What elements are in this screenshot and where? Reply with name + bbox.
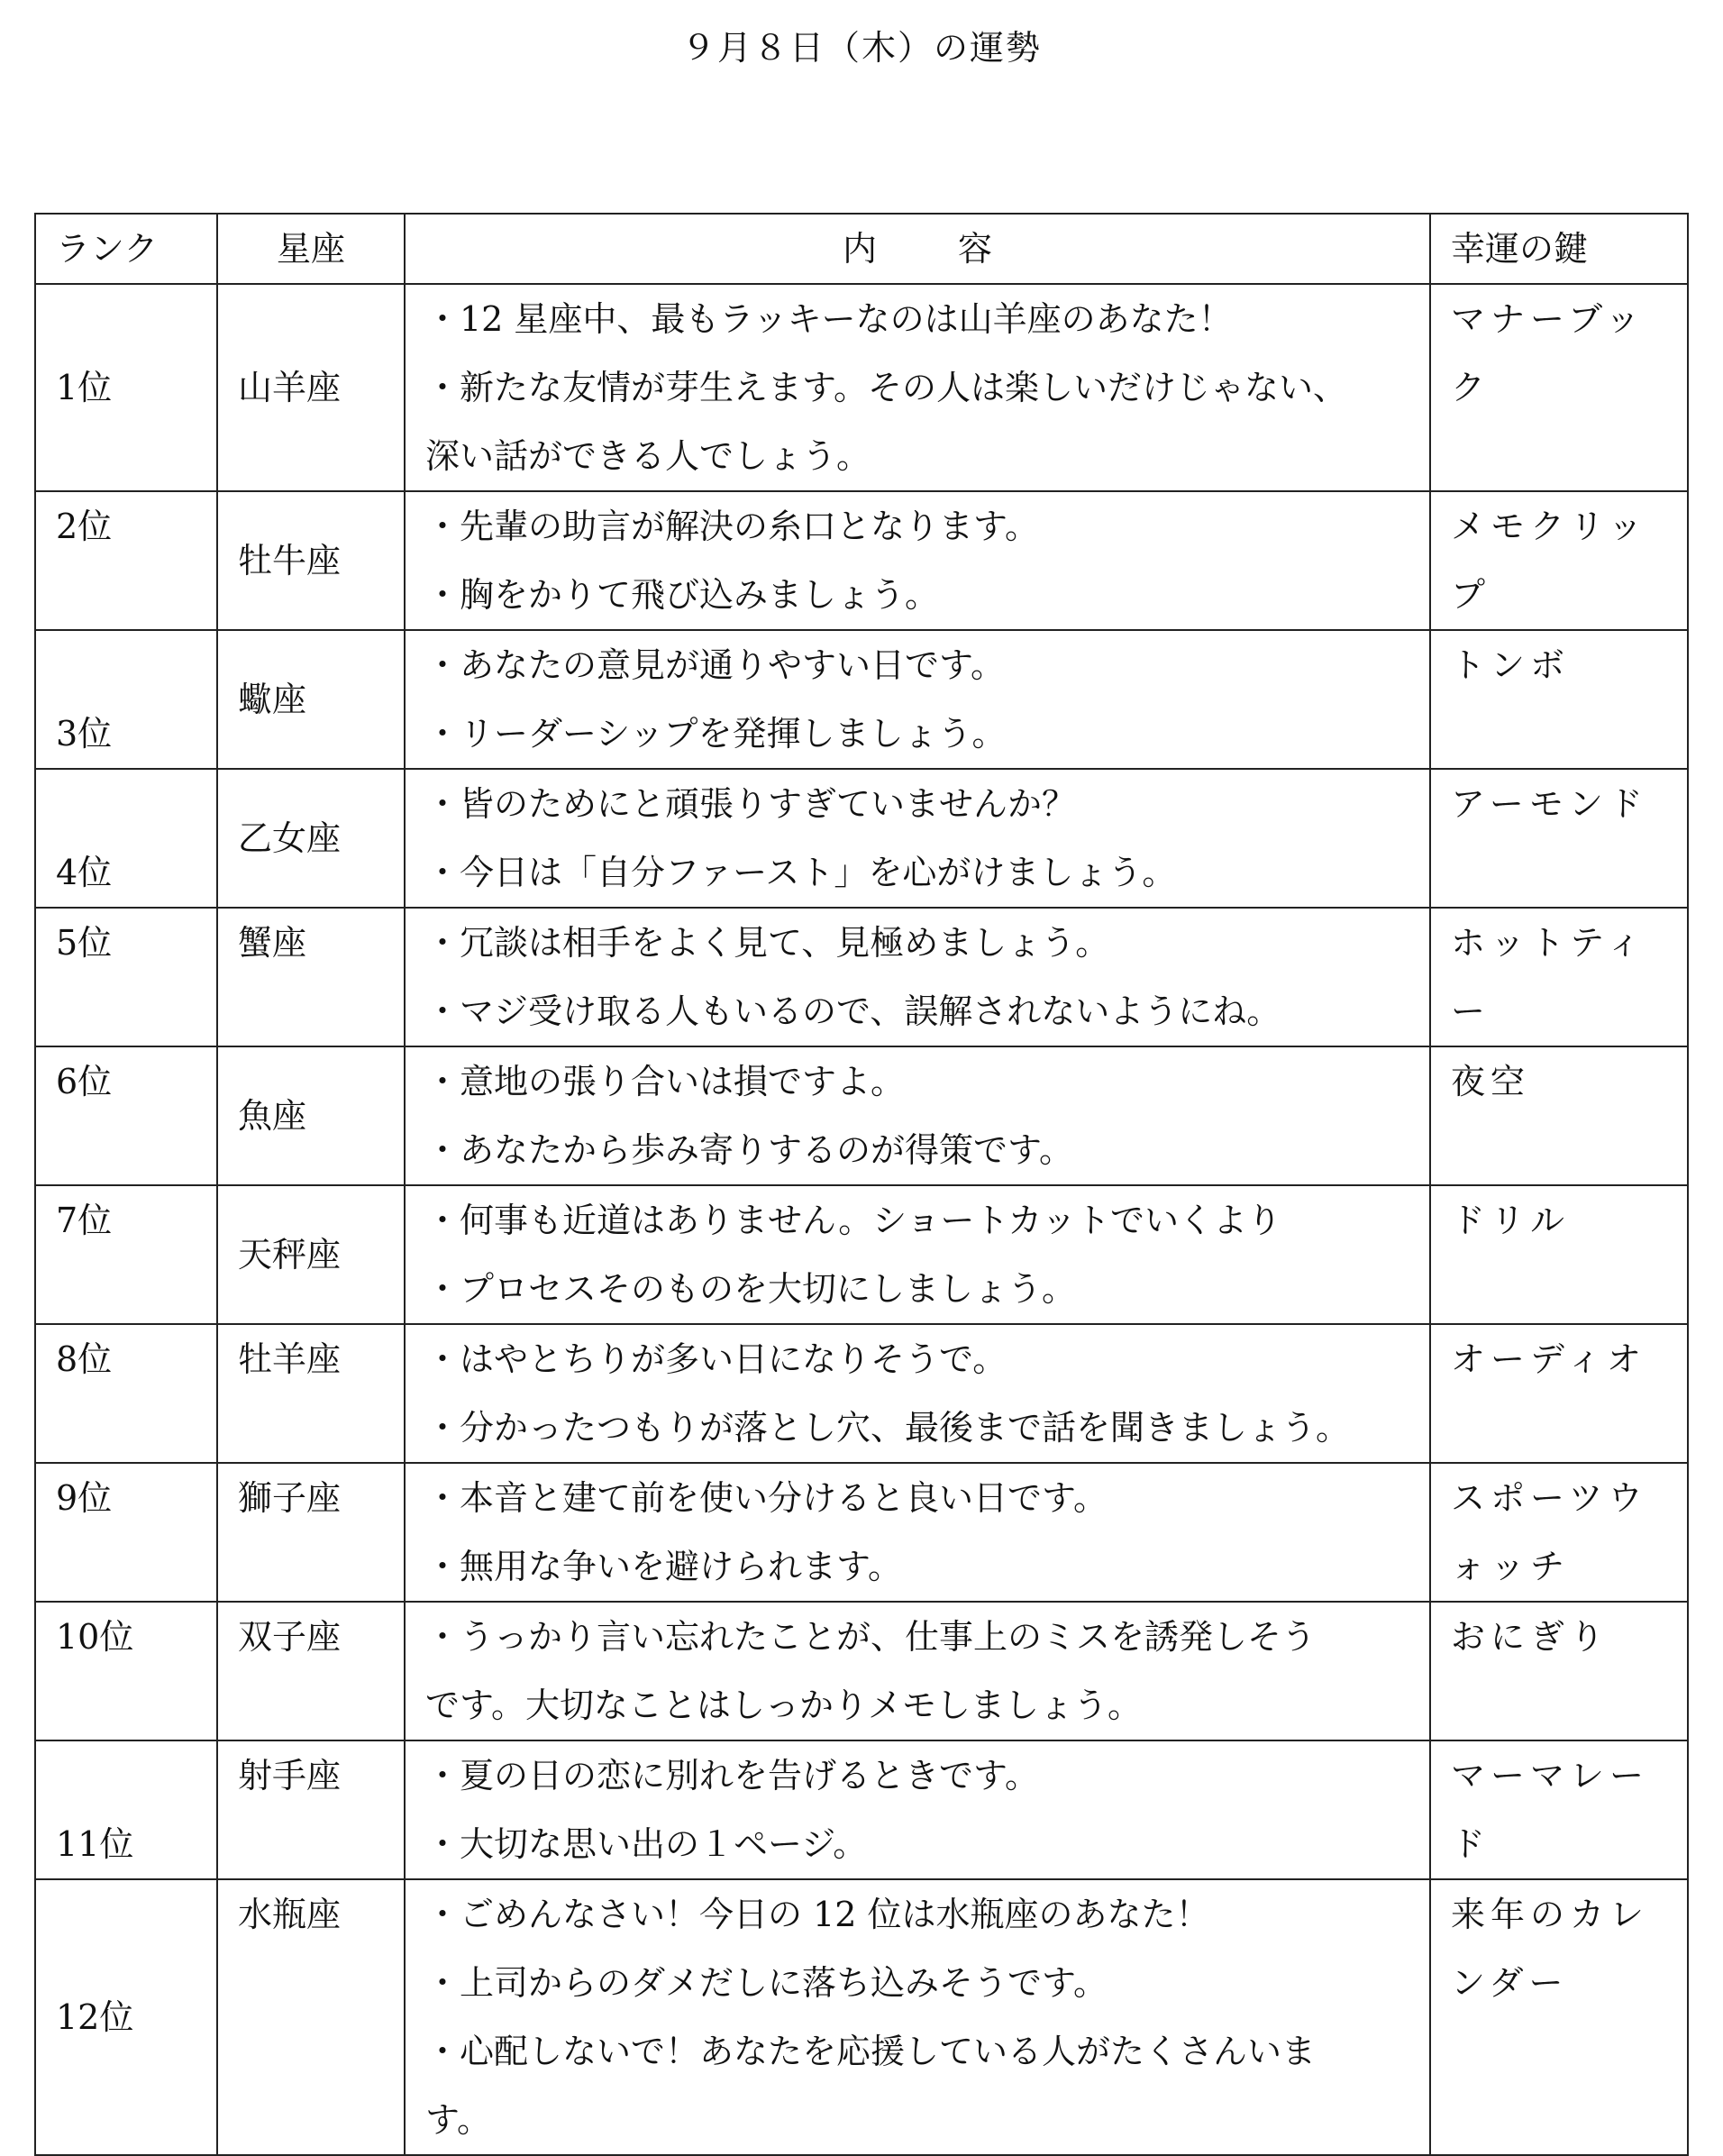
content-line: ・夏の日の恋に別れを告げるときです。 xyxy=(425,1756,1039,1795)
key-cell: マーマレード xyxy=(1430,1740,1688,1879)
sign-cell: 山羊座 xyxy=(217,284,405,491)
content-line: ・プロセスそのものを大切にしましょう。 xyxy=(425,1269,1077,1309)
key-cell: 夜空 xyxy=(1430,1046,1688,1185)
content-line: ・皆のためにと頑張りすぎていませんか？ xyxy=(425,784,1077,824)
rank-cell: 12位 xyxy=(35,1879,217,2155)
content-line: ・胸をかりて飛び込みましょう。 xyxy=(425,575,940,615)
header-rank: ランク xyxy=(35,214,217,284)
sign-cell: 獅子座 xyxy=(217,1463,405,1602)
table-row xyxy=(35,1879,1688,2155)
table-row xyxy=(35,1046,1688,1185)
table-row xyxy=(35,1602,1688,1740)
content-cell xyxy=(405,491,1430,630)
sign-cell: 乙女座 xyxy=(217,769,405,908)
rank-cell: 4位 xyxy=(35,769,217,908)
rank-cell: 6位 xyxy=(35,1046,217,1185)
content-line: ・心配しないで！あなたを応援している人がたくさんいま xyxy=(425,2032,1317,2071)
table-row xyxy=(35,1463,1688,1602)
content-line: です。大切なことはしっかりメモしましょう。 xyxy=(425,1686,1142,1725)
content-line: ・新たな友情が芽生えます。その人は楽しいだけじゃない、 xyxy=(425,368,1347,407)
content-line: ・リーダーシップを発揮しましょう。 xyxy=(425,714,1007,754)
sign-cell: 射手座 xyxy=(217,1740,405,1879)
key-cell: おにぎり xyxy=(1430,1602,1688,1740)
content-cell xyxy=(405,284,1430,491)
content-line: ・大切な思い出の１ページ。 xyxy=(425,1824,868,1864)
sign-cell: 牡羊座 xyxy=(217,1324,405,1463)
table-row xyxy=(35,908,1688,1046)
sign-cell: 水瓶座 xyxy=(217,1879,405,2155)
key-cell: メモクリップ xyxy=(1430,491,1688,630)
content-cell xyxy=(405,630,1430,769)
content-line: ・上司からのダメだしに落ち込みそうです。 xyxy=(425,1963,1108,2003)
header-key: 幸運の鍵 xyxy=(1430,214,1688,284)
content-line: ・今日は「自分ファースト」を心がけましょう。 xyxy=(425,853,1177,892)
table-row xyxy=(35,491,1688,630)
key-cell: ホットティー xyxy=(1430,908,1688,1046)
content-line: 深い話ができる人でしょう。 xyxy=(425,436,871,476)
content-line: ・意地の張り合いは損ですよ。 xyxy=(425,1062,906,1101)
header-content: 内容 xyxy=(405,214,1430,284)
fortune-table xyxy=(34,213,1689,2156)
content-line: ・12 星座中、最もラッキーなのは山羊座のあなた！ xyxy=(425,299,1233,339)
content-cell xyxy=(405,1046,1430,1185)
content-line: ・何事も近道はありません。ショートカットでいくより xyxy=(425,1201,1282,1240)
table-row xyxy=(35,769,1688,908)
header-row xyxy=(35,214,1688,284)
content-cell xyxy=(405,769,1430,908)
header-sign: 星座 xyxy=(217,214,405,284)
rank-cell: 3位 xyxy=(35,630,217,769)
content-cell xyxy=(405,1324,1430,1463)
key-cell: ドリル xyxy=(1430,1185,1688,1324)
content-line: ・うっかり言い忘れたことが、仕事上のミスを誘発しそう xyxy=(425,1617,1317,1657)
sign-cell: 蠍座 xyxy=(217,630,405,769)
table-row xyxy=(35,1740,1688,1879)
table-row xyxy=(35,1185,1688,1324)
rank-cell: 11位 xyxy=(35,1740,217,1879)
rank-cell: 5位 xyxy=(35,908,217,1046)
content-line: ・本音と建て前を使い分けると良い日です。 xyxy=(425,1478,1108,1518)
key-cell: スポーツウォッチ xyxy=(1430,1463,1688,1602)
key-cell: アーモンド xyxy=(1430,769,1688,908)
rank-cell: 1位 xyxy=(35,284,217,491)
rank-cell: 10位 xyxy=(35,1602,217,1740)
content-cell xyxy=(405,1185,1430,1324)
rank-cell: 8位 xyxy=(35,1324,217,1463)
content-line: ・ごめんなさい！今日の 12 位は水瓶座のあなた！ xyxy=(425,1895,1210,1934)
content-line: ・はやとちりが多い日になりそうで。 xyxy=(425,1339,1007,1379)
rank-cell: 9位 xyxy=(35,1463,217,1602)
rank-cell: 2位 xyxy=(35,491,217,630)
content-cell xyxy=(405,1463,1430,1602)
content-line: ・冗談は相手をよく見て、見極めましょう。 xyxy=(425,923,1110,963)
page-title: ９月８日（木）の運勢 xyxy=(680,28,1042,68)
rank-cell: 7位 xyxy=(35,1185,217,1324)
sign-cell: 天秤座 xyxy=(217,1185,405,1324)
table-row xyxy=(35,630,1688,769)
content-line: ・あなたの意見が通りやすい日です。 xyxy=(425,645,1005,685)
sign-cell: 魚座 xyxy=(217,1046,405,1185)
content-cell xyxy=(405,908,1430,1046)
content-line: ・無用な争いを避けられます。 xyxy=(425,1547,902,1586)
content-line: ・マジ受け取る人もいるので、誤解されないようにね。 xyxy=(425,991,1281,1031)
table-row xyxy=(35,1324,1688,1463)
content-line: ・あなたから歩み寄りするのが得策です。 xyxy=(425,1130,1073,1170)
key-cell: トンボ xyxy=(1430,630,1688,769)
sign-cell: 牡牛座 xyxy=(217,491,405,630)
content-line: す。 xyxy=(425,2100,491,2140)
key-cell: マナーブック xyxy=(1430,284,1688,491)
content-cell xyxy=(405,1879,1430,2155)
content-line: ・分かったつもりが落とし穴、最後まで話を聞きましょう。 xyxy=(425,1408,1351,1448)
key-cell: オーディオ xyxy=(1430,1324,1688,1463)
content-cell xyxy=(405,1740,1430,1879)
content-line: ・先輩の助言が解決の糸口となります。 xyxy=(425,507,1039,546)
table-row xyxy=(35,284,1688,491)
content-cell xyxy=(405,1602,1430,1740)
sign-cell: 双子座 xyxy=(217,1602,405,1740)
key-cell: 来年のカレンダー xyxy=(1430,1879,1688,2155)
sign-cell: 蟹座 xyxy=(217,908,405,1046)
